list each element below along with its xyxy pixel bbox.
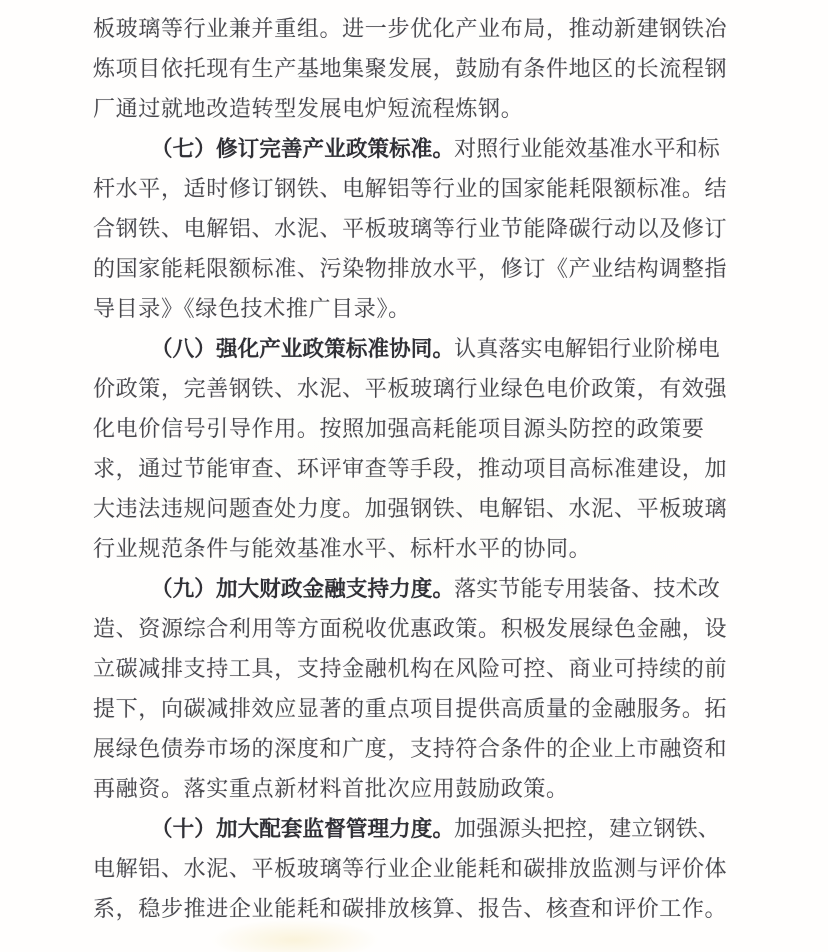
- paragraph-heading-rest: 加强源头把控，建立钢铁、: [454, 817, 720, 842]
- text-line: 化电价信号引导作用。按照加强高耗能项目源头防控的政策要: [93, 417, 705, 442]
- paragraph-heading: （七）修订完善产业政策标准。: [151, 137, 455, 162]
- text-line: [93, 810, 733, 850]
- text-line: 行业规范条件与能效基准水平、标杆水平的协同。: [93, 537, 592, 562]
- text-line: 的国家能耗限额标准、污染物排放水平，修订《产业结构调整指: [93, 257, 728, 282]
- text-line: 厂通过就地改造转型发展电炉短流程炼钢。: [93, 97, 524, 122]
- text-line: 合钢铁、电解铝、水泥、平板玻璃等行业节能降碳行动以及修订: [93, 217, 728, 242]
- paragraph-item-8: [93, 330, 733, 570]
- paragraph-heading-rest: 对照行业能效基准水平和标: [454, 137, 720, 162]
- text-line: [93, 330, 733, 370]
- paragraph-intro-continuation: [93, 10, 733, 130]
- text-line: [93, 570, 733, 610]
- paragraph-heading: （九）加大财政金融支持力度。: [151, 577, 455, 602]
- text-line: 再融资。落实重点新材料首批次应用鼓励政策。: [93, 777, 569, 802]
- text-line: 提下，向碳减排效应显著的重点项目提供高质量的金融服务。拓: [93, 697, 728, 722]
- paragraph-heading: （十）加大配套监督管理力度。: [151, 817, 455, 842]
- text-line: 立碳减排支持工具，支持金融机构在风险可控、商业可持续的前: [93, 657, 728, 682]
- text-line: 导目录》《绿色技术推广目录》。: [93, 297, 411, 322]
- text-line: 求，通过节能审查、环评审查等手段，推动项目高标准建设，加: [93, 457, 728, 482]
- document-text-block: [93, 10, 733, 930]
- paragraph-heading-rest: 认真落实电解铝行业阶梯电: [454, 337, 720, 362]
- paragraph-item-10: [93, 810, 733, 930]
- text-line: 展绿色债券市场的深度和广度，支持符合条件的企业上市融资和: [93, 737, 728, 762]
- text-line: 电解铝、水泥、平板玻璃等行业企业能耗和碳排放监测与评价体: [93, 857, 728, 882]
- paragraph-heading: （八）强化产业政策标准协同。: [151, 337, 455, 362]
- paragraph-heading-rest: 落实节能专用装备、技术改: [454, 577, 720, 602]
- text-line: 价政策，完善钢铁、水泥、平板玻璃行业绿色电价政策，有效强: [93, 377, 728, 402]
- text-line: 板玻璃等行业兼并重组。进一步优化产业布局，推动新建钢铁冶: [93, 17, 728, 42]
- paragraph-item-7: [93, 130, 733, 330]
- text-line: 系，稳步推进企业能耗和碳排放核算、报告、核查和评价工作。: [93, 897, 728, 922]
- text-line: 大违法违规问题查处力度。加强钢铁、电解铝、水泥、平板玻璃: [93, 497, 728, 522]
- text-line: 杆水平，适时修订钢铁、电解铝等行业的国家能耗限额标准。结: [93, 177, 728, 202]
- text-line: 造、资源综合利用等方面税收优惠政策。积极发展绿色金融，设: [93, 617, 728, 642]
- text-line: 炼项目依托现有生产基地集聚发展，鼓励有条件地区的长流程钢: [93, 57, 728, 82]
- paragraph-item-9: [93, 570, 733, 810]
- text-line: [93, 130, 733, 170]
